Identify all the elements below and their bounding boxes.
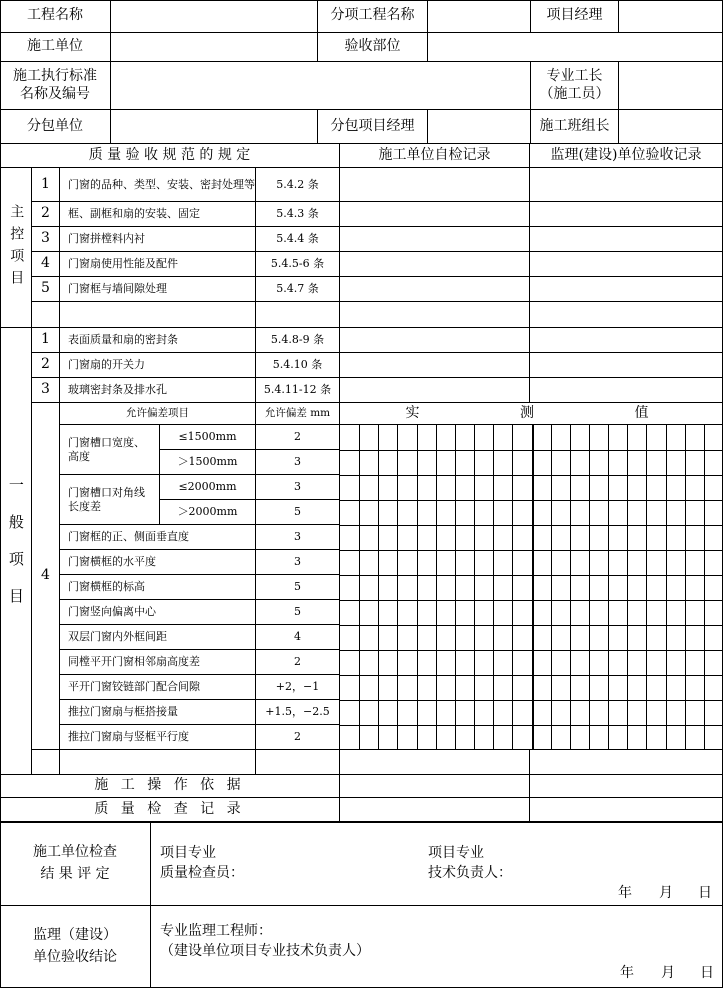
general-items-label: 一般项目 [6, 477, 25, 625]
input-standard[interactable] [111, 62, 531, 110]
main-row-2-no: 2 [32, 202, 60, 227]
main-row-2-clause: 5.4.3 条 [256, 202, 340, 227]
deviation-value-header: 允许偏差 mm [256, 403, 340, 425]
general-items-label-cell [0, 328, 32, 775]
main-row-4-supervision[interactable] [530, 252, 723, 277]
measure-grid-hline [340, 500, 723, 501]
general-blank-no [32, 750, 60, 775]
operation-basis-supervision[interactable] [530, 775, 723, 798]
dev-row-6-desc: 同樘平开门窗相邻扇高度差 [60, 650, 256, 675]
general-blank-desc [60, 750, 256, 775]
general-row-3-desc: 玻璃密封条及排水孔 [60, 378, 256, 403]
dev-row-8-desc: 推拉门窗扇与框搭接量 [60, 700, 256, 725]
main-row-2-supervision[interactable] [530, 202, 723, 227]
group2-b-val: 5 [256, 500, 340, 525]
deviation-item-header: 允许偏差项目 [60, 403, 256, 425]
input-sub-project[interactable] [428, 0, 531, 33]
dev-row-4-val: 5 [256, 600, 340, 625]
dev-row-7-desc: 平开门窗铰链部门配合间隙 [60, 675, 256, 700]
group2-a-val: 3 [256, 475, 340, 500]
main-row-1-clause: 5.4.2 条 [256, 168, 340, 202]
input-project-name[interactable] [111, 0, 318, 33]
general-row-3-self[interactable] [340, 378, 530, 403]
supervision-conclusion-label [0, 906, 151, 988]
label-project-manager: 项目经理 [531, 0, 619, 33]
measured-values-grid[interactable] [340, 425, 723, 750]
group1-a-cond: ≤1500mm [160, 425, 256, 450]
measure-grid-vline [608, 425, 609, 750]
measure-grid-hline [340, 525, 723, 526]
main-row-blank-clause [256, 302, 340, 328]
tech-line-1: 项目专业 [428, 845, 484, 861]
dev-row-1-desc: 门窗框的正、侧面垂直度 [60, 525, 256, 550]
main-row-5-self[interactable] [340, 277, 530, 302]
label-subcontract-manager: 分包项目经理 [318, 110, 428, 144]
main-row-blank-supervision[interactable] [530, 302, 723, 328]
header-supervision: 监理(建设)单位验收记录 [530, 144, 723, 168]
main-row-blank-desc [60, 302, 256, 328]
date-year-2: 年 [620, 965, 634, 981]
measure-grid-vline [417, 425, 418, 750]
date-day-2: 日 [700, 965, 714, 981]
label-sub-project: 分项工程名称 [318, 0, 428, 33]
general-row-3-no: 3 [32, 378, 60, 403]
label-project-name: 工程名称 [0, 0, 111, 33]
dev-row-6-val: 2 [256, 650, 340, 675]
general-row-2-no: 2 [32, 353, 60, 378]
date-year-1: 年 [618, 885, 632, 901]
measure-grid-vline [646, 425, 647, 750]
general-blank-self[interactable] [340, 750, 530, 775]
dev-row-8-val: +1.5，−2.5 [256, 700, 340, 725]
main-row-4-no: 4 [32, 252, 60, 277]
dev-row-9-val: 2 [256, 725, 340, 750]
main-row-4-desc: 门窗扇使用性能及配件 [60, 252, 256, 277]
input-construction-unit[interactable] [111, 33, 318, 62]
measure-grid-vline [685, 425, 686, 750]
header-spec: 质 量 验 收 规 范 的 规 定 [0, 144, 340, 168]
inspector-line-2: 质量检查员： [160, 865, 244, 881]
general-row-1-no: 1 [32, 328, 60, 353]
measure-grid-vline [474, 425, 475, 750]
input-team-leader[interactable] [619, 110, 723, 144]
construction-result-line-1: 施工单位检查 [33, 844, 117, 860]
measure-grid-vline [551, 425, 552, 750]
measure-grid-vline [532, 425, 534, 750]
main-row-4-clause: 5.4.5-6 条 [256, 252, 340, 277]
measure-grid-hline [340, 625, 723, 626]
label-construction-unit: 施工单位 [0, 33, 111, 62]
general-row-1-self[interactable] [340, 328, 530, 353]
dev-row-3-desc: 门窗横框的标高 [60, 575, 256, 600]
measured-header: 实 测 值 [340, 403, 723, 425]
dev-row-5-val: 4 [256, 625, 340, 650]
operation-basis-value[interactable] [340, 775, 530, 798]
dev-row-9-desc: 推拉门窗扇与竖框平行度 [60, 725, 256, 750]
supervision-line-1: 监理（建设） [33, 927, 117, 943]
measure-grid-hline [340, 675, 723, 676]
measure-grid-hline [340, 475, 723, 476]
group2-a-cond: ≤2000mm [160, 475, 256, 500]
main-row-3-no: 3 [32, 227, 60, 252]
general-row-2-clause: 5.4.10 条 [256, 353, 340, 378]
measure-grid-vline [627, 425, 628, 750]
measure-grid-vline [666, 425, 667, 750]
main-row-5-supervision[interactable] [530, 277, 723, 302]
main-row-5-no: 5 [32, 277, 60, 302]
measure-grid-vline [359, 425, 360, 750]
date-day-1: 日 [698, 885, 712, 901]
general-blank-supervision[interactable] [530, 750, 723, 775]
main-row-1-desc: 门窗的品种、类型、安装、密封处理等 [60, 168, 256, 202]
inspection-record-label: 质 量 检 查 记 录 [0, 798, 340, 822]
inspection-record-value[interactable] [340, 798, 530, 822]
dev-row-2-val: 3 [256, 550, 340, 575]
tech-line-2: 技术负责人： [428, 865, 512, 881]
input-acceptance-part[interactable] [428, 33, 723, 62]
measure-grid-hline [340, 575, 723, 576]
measure-grid-hline [340, 600, 723, 601]
measure-grid-hline [340, 725, 723, 726]
general-row-1-clause: 5.4.8-9 条 [256, 328, 340, 353]
label-standard: 施工执行标准名称及编号 [0, 62, 111, 110]
general-row-2-supervision[interactable] [530, 353, 723, 378]
construction-result-line-2: 结 果 评 定 [40, 865, 110, 882]
main-row-3-supervision[interactable] [530, 227, 723, 252]
general-row-2-desc: 门窗扇的开关力 [60, 353, 256, 378]
dev-row-4-desc: 门窗竖向偏离中心 [60, 600, 256, 625]
main-row-2-self[interactable] [340, 202, 530, 227]
main-row-3-clause: 5.4.4 条 [256, 227, 340, 252]
header-self-check: 施工单位自检记录 [340, 144, 530, 168]
measure-grid-vline [378, 425, 379, 750]
measure-grid-vline [436, 425, 437, 750]
main-row-blank-self[interactable] [340, 302, 530, 328]
general-row-1-supervision[interactable] [530, 328, 723, 353]
group2-name: 门窗槽口对角线长度差 [60, 475, 160, 525]
measure-grid-hline [340, 650, 723, 651]
label-foreman: 专业工长（施工员） [531, 62, 619, 110]
input-foreman[interactable] [619, 62, 723, 110]
construction-result-label [0, 822, 151, 906]
main-row-3-desc: 门窗拼樘料内衬 [60, 227, 256, 252]
main-row-blank-no [32, 302, 60, 328]
input-subcontract-unit[interactable] [111, 110, 318, 144]
engineer-line-2: （建设单位项目专业技术负责人） [160, 943, 370, 959]
input-subcontract-manager[interactable] [428, 110, 531, 144]
measure-grid-vline [493, 425, 494, 750]
measure-grid-hline [340, 700, 723, 701]
engineer-line-1: 专业监理工程师： [160, 923, 272, 939]
measure-grid-vline [512, 425, 513, 750]
dev-row-7-val: +2，−1 [256, 675, 340, 700]
dev-row-3-val: 5 [256, 575, 340, 600]
group1-name: 门窗槽口宽度、高度 [60, 425, 160, 475]
main-row-2-desc: 框、副框和扇的安装、固定 [60, 202, 256, 227]
main-row-1-no: 1 [32, 168, 60, 202]
main-items-label: 主控项目 [0, 168, 32, 328]
group1-b-cond: ＞1500mm [160, 450, 256, 475]
general-row-3-supervision[interactable] [530, 378, 723, 403]
input-project-manager[interactable] [619, 0, 723, 33]
deviation-no: 4 [32, 403, 60, 750]
dev-row-1-val: 3 [256, 525, 340, 550]
main-row-5-clause: 5.4.7 条 [256, 277, 340, 302]
group2-b-cond: ＞2000mm [160, 500, 256, 525]
measure-grid-vline [397, 425, 398, 750]
general-row-3-clause: 5.4.11-12 条 [256, 378, 340, 403]
inspector-line-1: 项目专业 [160, 845, 216, 861]
general-row-2-self[interactable] [340, 353, 530, 378]
main-row-5-desc: 门窗框与墙间隙处理 [60, 277, 256, 302]
measure-grid-vline [704, 425, 705, 750]
main-row-3-self[interactable] [340, 227, 530, 252]
date-month-1: 月 [659, 885, 673, 901]
main-row-4-self[interactable] [340, 252, 530, 277]
section-divider [0, 821, 723, 823]
measure-grid-vline [589, 425, 590, 750]
inspection-record-supervision[interactable] [530, 798, 723, 822]
general-blank-val [256, 750, 340, 775]
measure-grid-vline [570, 425, 571, 750]
group1-a-val: 2 [256, 425, 340, 450]
dev-row-2-desc: 门窗横框的水平度 [60, 550, 256, 575]
main-row-1-supervision[interactable] [530, 168, 723, 202]
label-acceptance-part: 验收部位 [318, 33, 428, 62]
group1-b-val: 3 [256, 450, 340, 475]
label-subcontract-unit: 分包单位 [0, 110, 111, 144]
operation-basis-label: 施 工 操 作 依 据 [0, 775, 340, 798]
measure-grid-hline [340, 450, 723, 451]
supervision-line-2: 单位验收结论 [33, 948, 117, 965]
main-row-1-self[interactable] [340, 168, 530, 202]
date-month-2: 月 [661, 965, 675, 981]
general-row-1-desc: 表面质量和扇的密封条 [60, 328, 256, 353]
dev-row-5-desc: 双层门窗内外框间距 [60, 625, 256, 650]
measure-grid-hline [340, 550, 723, 551]
label-team-leader: 施工班组长 [531, 110, 619, 144]
measure-grid-vline [455, 425, 456, 750]
